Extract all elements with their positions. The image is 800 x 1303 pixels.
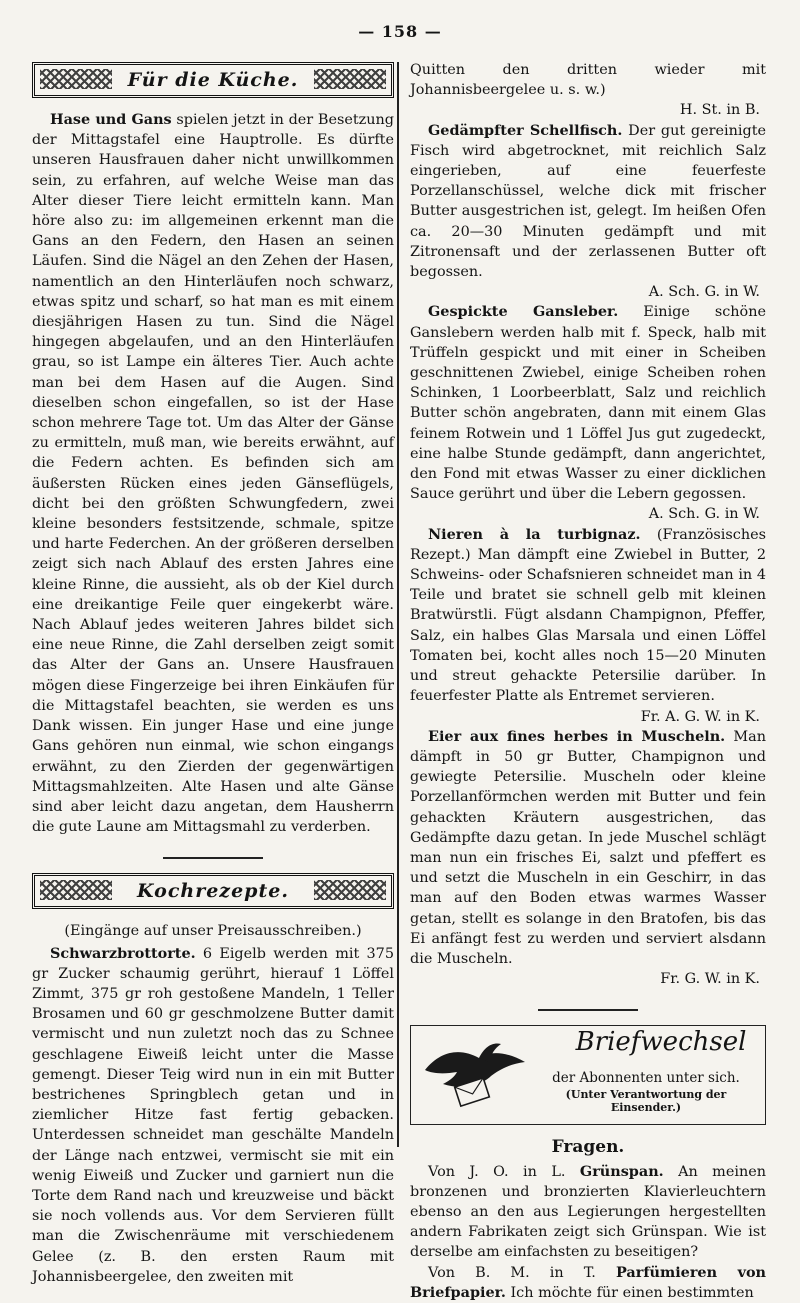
recipe-lead: Eier aux fines herbes in Muscheln. <box>428 727 726 745</box>
frage-sender: Von B. M. in T. <box>428 1264 596 1281</box>
recipe-text: Der gut gereinigte Fisch wird abgetrocknet, mit reichlich Salz eingerieben, auf eine feuerfeste Porzellanschüssel, welche dick mit frischer Butter ausgestrichen ist, gelegt. Im heißen Ofen ca. 20—30 Minuten gedämpft und mit Zitronensaft und der zerlassenen Butter oft begossen. <box>410 122 766 281</box>
signature: A. Sch. G. in W. <box>648 284 760 301</box>
ornament-left <box>40 69 112 89</box>
frage-text: An meinen bronzenen und bronzierten Klavierleuchtern ebenso an den aus Legierungen hergestellten andern Fabrikaten zeigt sich Grünspan. Wie ist derselbe am einfachsten zu beseitigen? <box>410 1163 766 1261</box>
section-rule <box>538 1009 638 1011</box>
recipes-subtitle: (Eingänge auf unser Preisausschreiben.) <box>64 923 362 940</box>
fragen-heading: Fragen. <box>551 1137 625 1158</box>
column-divider <box>397 62 399 1147</box>
briefwechsel-title: Briefwechsel <box>575 1027 747 1058</box>
ornament-right <box>314 69 386 89</box>
recipe-schwarzbrottorte <box>32 944 394 1287</box>
recipe-text: Man dämpft in 50 gr Butter, Champignon und gewiegte Petersilie. Muscheln oder kleine Porzellanförmchen werden mit Butter und fein gehackten Kräutern ausgestrichen, das Gedämpfte dazu getan. In jede Muschel schlägt man nun ein frisches Ei, salzt und pfeffert es und setzt die Muscheln in ein Geschirr, in das man auf den Boden etwas warmes Wasser getan, stellt es solange in den Bratofen, bis das Ei anfängt fest zu werden und serviert alsdann die Muscheln. <box>410 728 766 967</box>
right-column <box>410 60 766 1303</box>
kitchen-section-header <box>32 62 394 98</box>
signature: Fr. G. W. in K. <box>660 971 760 988</box>
article-lead: Hase und Gans <box>50 111 172 128</box>
kitchen-heading: Für die Küche. <box>120 70 307 90</box>
frage-lead: Parfümieren von Briefpapier. <box>410 1263 767 1301</box>
recipe-nieren <box>410 525 766 707</box>
recipe-continuation <box>410 60 766 100</box>
briefwechsel-note: (Unter Verantwortung der Einsender.) <box>565 1088 727 1115</box>
article-text: spielen jetzt in der Besetzung der Mittagstafel eine Hauptrolle. Es dürfte unseren Hausfrauen daher nicht unwillkommen sein, zu erfahren, auf welche Weise man das Alter dieser Tiere leicht ermitteln kann. Man höre also zu: im allgemeinen erkennt man die Gans an den Federn, den Hasen an seinen Läufen. Sind die Nägel an den Zehen der Hasen, namentlich an den Hinterläufen noch schwarz, etwas spitz und scharf, so hat man es mit einem diesjährigen Hasen zu tun. Sind die Nägel hingegen abgelaufen, und an den Hinterläufen grau, so ist Lampe ein älteres Tier. Auch achte man bei dem Hasen auf die Augen. Sind dieselben schon eingefallen, so ist der Hase schon mehrere Tage tot. Um das Alter der Gänse zu ermitteln, muß man, wie bereits erwähnt, auf die Federn achten. Es befinden sich am äußersten Rücken eines jeden Gänseflügels, dicht bei den größten Schwungfedern, zwei kleine besonders festsitzende, schmale, spitze und harte Federchen. An der größeren derselben zeigt sich nach Ablauf des ersten Jahres eine kleine Rinne, die aussieht, als ob der Kiel durch eine dreikantige Feile quer eingekerbt wäre. Nach Ablauf jedes weiteren Jahres bildet sich eine neue Rinne, die Zahl derselben zeigt somit das Alter der Gans an. Unsere Hausfrauen mögen diese Fingerzeige bei ihren Einkäufen für die Mittagstafel beachten, sie werden es uns Dank wissen. Ein junger Hase und eine junge Gans gehören nun einmal, wie schon eingangs erwähnt, zu den Zierden der gegenwärtigen Mittagsmahlzeiten. Alte Hasen und alte Gänse sind aber leicht dazu angetan, dem Hausherrn die gute Laune am Mittagsmahl zu verderben. <box>32 112 394 836</box>
kitchen-article <box>32 110 394 837</box>
recipes-section-header <box>32 873 394 909</box>
recipe-gansleber <box>410 302 766 504</box>
signature: H. St. in B. <box>679 102 760 119</box>
recipe-text: (Französisches Rezept.) Man dämpft eine Zwiebel in Butter, 2 Schweins- oder Schafsnieren schneidet man in 4 Teile und bratet sie schnell gelb mit kleinen Bratwürstli. Fügt alsdann Champignon, Pfeffer, Salz, ein halbes Glas Marsala und einen Löffel Tomaten bei, kocht alles noch 15—20 Minuten und streut gehackte Petersilie darüber. In feuerfester Platte als Entremet servieren. <box>410 526 766 705</box>
continuation-text: Quitten den dritten wieder mit Johannisbeergelee u. s. w.) <box>410 62 766 99</box>
page-number: — 158 — <box>358 22 442 41</box>
recipe-lead: Gedämpfter Schellfisch. <box>428 121 623 139</box>
recipe-schellfisch <box>410 121 766 283</box>
frage-briefpapier <box>410 1263 766 1303</box>
frage-sender: Von J. O. in L. <box>428 1163 566 1180</box>
signature: Fr. A. G. W. in K. <box>640 708 760 725</box>
recipe-eier <box>410 727 766 969</box>
recipe-lead: Gespickte Gansleber. <box>428 303 619 321</box>
briefwechsel-subtitle: der Abonnenten unter sich. <box>552 1070 740 1087</box>
recipe-lead: Schwarzbrottorte. <box>50 944 196 962</box>
ornament-left <box>40 880 112 900</box>
bird-with-letter-icon <box>421 1040 531 1110</box>
recipe-text: 6 Eigelb werden mit 375 gr Zucker schaumig gerührt, hierauf 1 Löffel Zimmt, 375 gr roh gestoßene Mandeln, 1 Teller Brosamen und 60 gr geschmolzene Butter damit vermischt und nun zuletzt noch das zu Schnee geschlagene Eiweiß leicht unter die Masse gemengt. Dieser Teig wird nun in ein mit Butter bestrichenes Springblech getan und in ziemlicher Hitze fast fertig gebacken. Unterdessen schneidet man geschälte Mandeln der Länge nach entzwei, vermischt sie mit ein wenig Eiweiß und Zucker und garniert nun die Torte dem Rand nach und kreuzweise und bäckt sie noch vollends aus. Vor dem Servieren füllt man die Zwischenräume mit verschiedenem Gelee (z. B. den ersten Raum mit Johannisbeergelee, den zweiten mit <box>32 945 394 1285</box>
ornament-right <box>314 880 386 900</box>
left-column <box>32 60 394 1287</box>
briefwechsel-banner <box>410 1025 766 1125</box>
recipes-heading: Kochrezepte. <box>129 881 297 901</box>
frage-text: Ich möchte für einen bestimmten <box>505 1284 754 1301</box>
section-rule <box>163 857 263 859</box>
recipe-text: Einige schöne Ganslebern werden halb mit f. Speck, halb mit Trüffeln gespickt und mit einer in Scheiben geschnittenen Zwiebel, einige Scheiben rohen Schinken, 1 Loorbeerblatt, Salz und reichlich Butter schön angebraten, dann mit einem Glas feinem Rotwein und 1 Löffel Jus gut zugedeckt, eine halbe Stunde gedämpft, dann angerichtet, den Fond mit etwas Wasser zu einer dicklichen Sauce gerührt und über die Lebern gegossen. <box>410 304 766 503</box>
recipe-lead: Nieren à la turbignaz. <box>428 525 641 543</box>
frage-lead: Grünspan. <box>579 1162 664 1180</box>
frage-gruenspan <box>410 1162 766 1263</box>
signature: A. Sch. G. in W. <box>648 506 760 523</box>
